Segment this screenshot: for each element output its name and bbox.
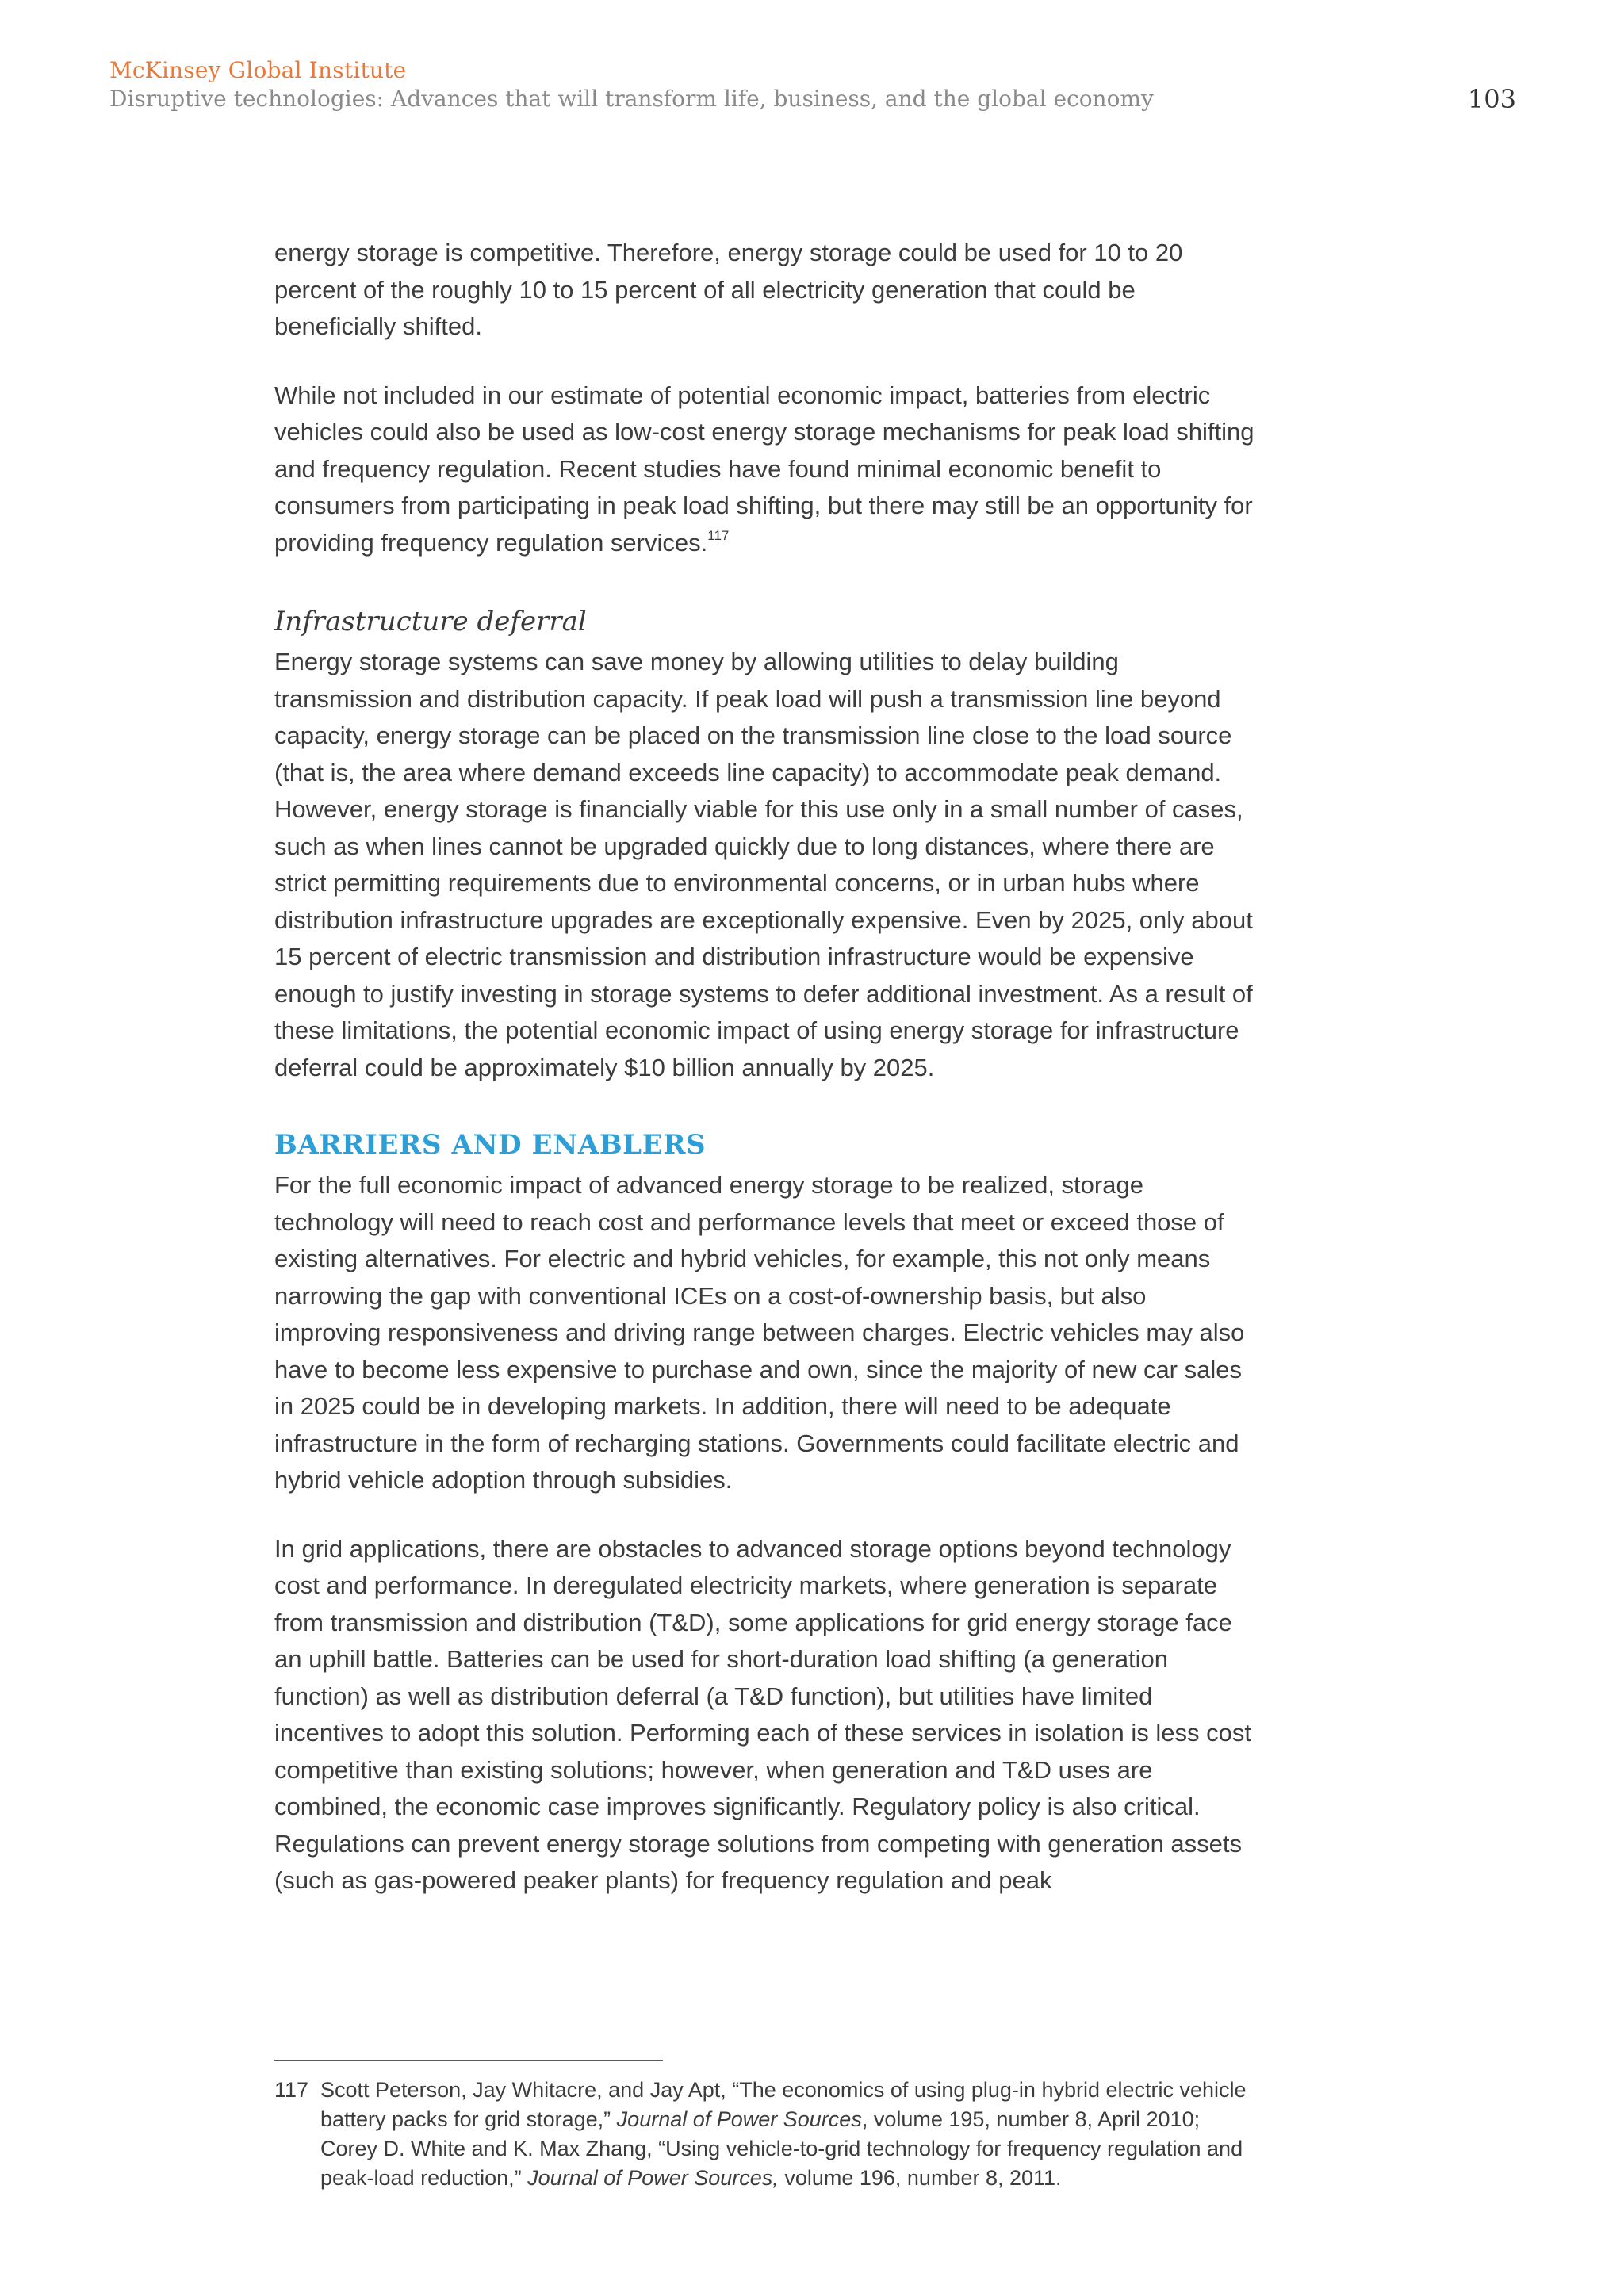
report-title: Disruptive technologies: Advances that will transform life, business, and the global economy: [109, 86, 1154, 112]
paragraph-vehicle-barriers: For the full economic impact of advanced energy storage to be realized, storage technology will need to reach cost and performance levels that meet or exceed those of existing alternatives. For electric and hybrid vehicles, for example, this not only means narrowing the gap with conventional ICEs on a cost-of-ownership basis, but also improving responsiveness and driving range between charges. Electric vehicles may also have to become less expensive to purchase and own, since the majority of new car sales in 2025 could be in developing markets. In addition, there will need to be adequate infrastructure in the form of recharging stations. Governments could facilitate electric and hybrid vehicle adoption through subsidies.: [274, 1171, 1245, 1494]
paragraph-infrastructure-deferral: Energy storage systems can save money by allowing utilities to delay building transmission and distribution capacity. If peak load will push a transmission line beyond capacity, energy storage can be placed on the transmission line close to the load source (that is, the area where demand exceeds line capacity) to accommodate peak demand. However, energy storage is financially viable for this use only in a small number of cases, such as when lines cannot be upgraded quickly due to long distances, where there are strict permitting requirements due to environmental concerns, or in urban hubs where distribution infrastructure upgrades are exceptionally expensive. Even by 2025, only about 15 percent of electric transmission and distribution infrastructure would be expensive enough to justify investing in storage systems to defer additional investment. As a result of these limitations, the potential economic impact of using energy storage for infrastructure deferral could be approximately $10 billion annually by 2025.: [274, 648, 1253, 1081]
footnote-117: [274, 2076, 1258, 2193]
footnote-journal-2: Journal of Power Sources,: [527, 2166, 779, 2190]
footnote-text-part1: Scott Peterson, Jay Whitacre, and Jay Apt, “The economics of using plug-in hybrid electric vehicle battery packs for grid storage,”: [320, 2078, 1247, 2131]
paragraph-grid-barriers: In grid applications, there are obstacles to advanced storage options beyond technology cost and performance. In deregulated electricity markets, where generation is separate from transmission and distribution (T&D), some applications for grid energy storage face an uphill battle. Batteries can be used for short-duration load shifting (a generation function) as well as distribution deferral (a T&D function), but utilities have limited incentives to adopt this solution. Performing each of these services in isolation is less cost competitive than existing solutions; however, when generation and T&D uses are combined, the economic case improves significantly. Regulatory policy is also critical. Regulations can prevent energy storage solutions from competing with generation assets (such as gas-powered peaker plants) for frequency regulation and peak: [274, 1534, 1252, 1894]
footnote-text-part3: volume 196, number 8, 2011.: [778, 2166, 1062, 2190]
paragraph-energy-storage-shift: energy storage is competitive. Therefore, energy storage could be used for 10 to 20 percent of the roughly 10 to 15 percent of all electricity generation that could be beneficially shifted.: [274, 239, 1183, 340]
publisher-name: McKinsey Global Institute: [109, 57, 407, 83]
paragraph-text: While not included in our estimate of potential economic impact, batteries from electric vehicles could also be used as low-cost energy storage mechanisms for peak load shifting and frequency regulation. Recent studies have found minimal economic benefit to consumers from participating in peak load shifting, but there may still be an opportunity for providing frequency regulation services.: [274, 381, 1254, 557]
footnote-divider: [274, 2060, 663, 2061]
footnote-text-part2: , volume 195, number 8, April 2010; Corey D. White and K. Max Zhang, “Using vehicle-to-grid technology for frequency regulation and peak-load reduction,”: [320, 2107, 1243, 2190]
footnote-reference[interactable]: 117: [707, 527, 730, 543]
page-number: 103: [1467, 84, 1516, 114]
body-column: [274, 235, 1258, 1931]
footnote-text: [320, 2076, 1258, 2193]
subheading-infrastructure-deferral: Infrastructure deferral: [274, 606, 587, 637]
section-heading-barriers-enablers: BARRIERS AND ENABLERS: [274, 1129, 707, 1161]
paragraph-electric-vehicle-batteries: [274, 377, 1258, 562]
footnote-journal-1: Journal of Power Sources: [616, 2107, 862, 2131]
footnote-number: 117: [274, 2078, 309, 2102]
